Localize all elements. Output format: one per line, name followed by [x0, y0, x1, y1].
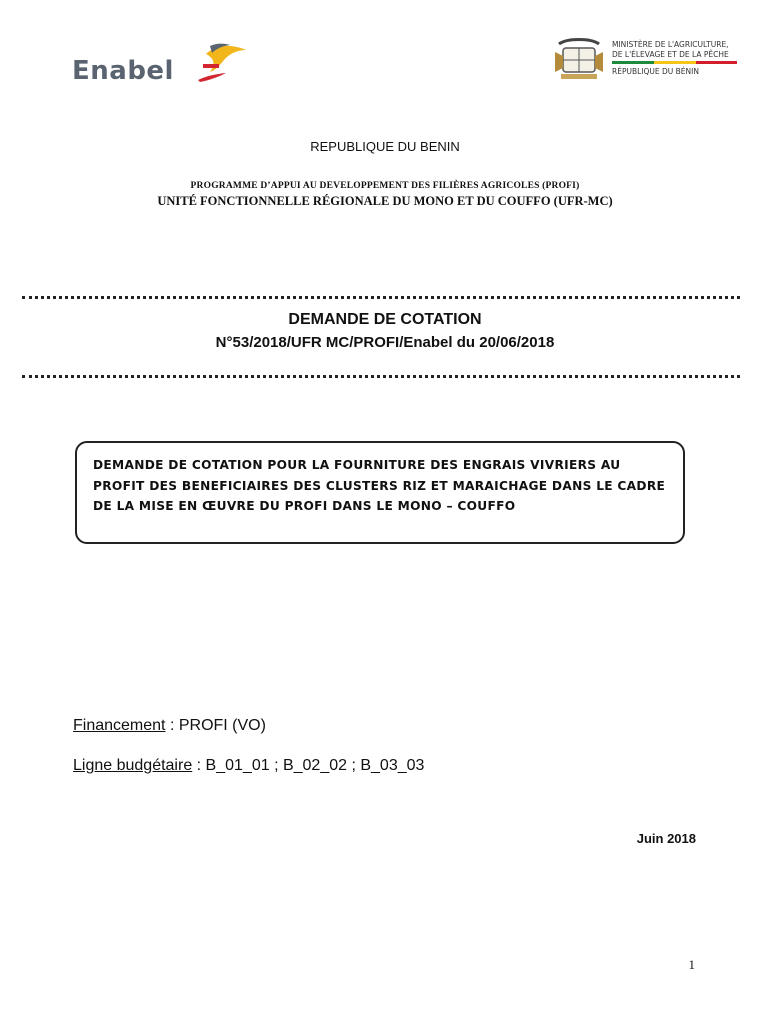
- document-date: Juin 2018: [636, 831, 696, 846]
- objet-text: DEMANDE DE COTATION POUR LA FOURNITURE DES ENGRAIS VIVRIERS AU PROFIT DES BENEFICIAIRES DES CLUSTERS RIZ ET MARAICHAGE DANS LE CADRE DE LA MISE EN ŒUVRE DU PROFI DANS LE MONO – COUFFO: [93, 458, 666, 513]
- ministry-republic: RÉPUBLIQUE DU BÉNIN: [612, 67, 699, 76]
- benin-coat-of-arms-icon: [553, 38, 605, 82]
- programme-heading: PROGRAMME D’APPUI AU DEVELOPPEMENT DES FILIÈRES AGRICOLES (PROFI): [190, 181, 580, 191]
- benin-flag-stripe-icon: [612, 61, 737, 64]
- ministry-line-2: DE L'ÉLEVAGE ET DE LA PÊCHE: [612, 49, 729, 59]
- republique-heading: REPUBLIQUE DU BENIN: [310, 139, 460, 154]
- ligne-budgetaire-line: [73, 757, 424, 775]
- demande-title: DEMANDE DE COTATION: [288, 311, 482, 328]
- ligne-budgetaire-value: : B_01_01 ; B_02_02 ; B_03_03: [192, 757, 425, 774]
- demande-number: N°53/2018/UFR MC/PROFI/Enabel du 20/06/2018: [215, 334, 555, 351]
- enabel-bird-logo-icon: [70, 40, 260, 90]
- dotted-divider-bottom: [22, 375, 740, 378]
- ministry-line-1: MINISTÈRE DE L'AGRICULTURE,: [612, 40, 729, 49]
- ministry-name: [612, 40, 729, 59]
- dotted-divider-top: [22, 296, 740, 299]
- financement-value: : PROFI (VO): [165, 717, 266, 734]
- page-number: 1: [688, 957, 695, 972]
- unite-heading: UNITÉ FONCTIONNELLE RÉGIONALE DU MONO ET DU COUFFO (UFR-MC): [157, 194, 613, 208]
- financement-line: [73, 717, 266, 735]
- enabel-logo-text: Enabel: [72, 56, 174, 86]
- ligne-budgetaire-label: Ligne budgétaire: [73, 757, 193, 774]
- financement-label: Financement: [73, 717, 166, 734]
